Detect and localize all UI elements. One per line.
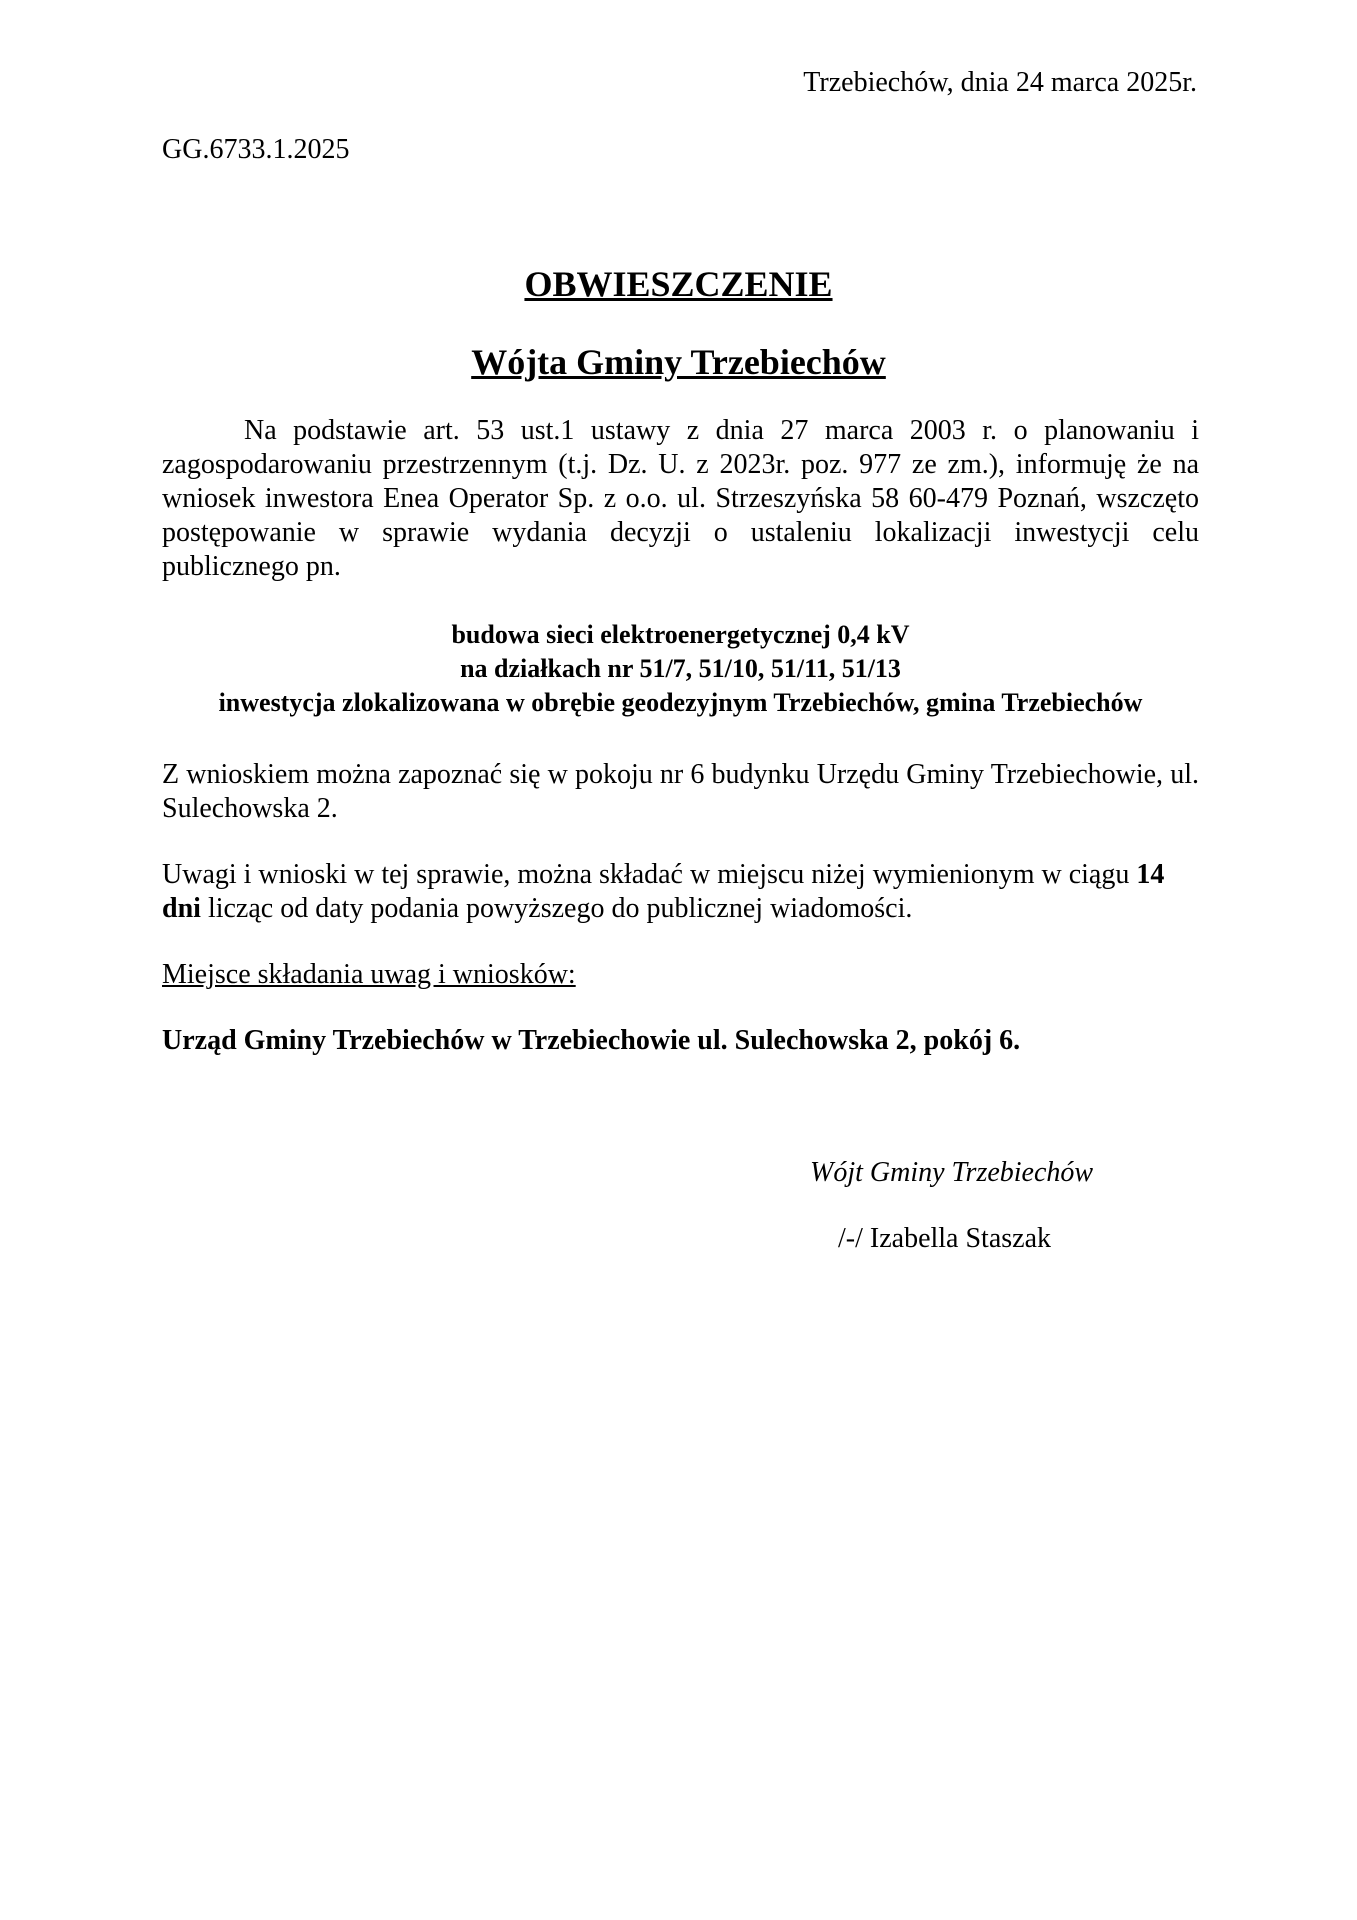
document-subtitle: Wójta Gminy Trzebiechów: [471, 342, 886, 382]
intro-paragraph: Na podstawie art. 53 ust.1 ustawy z dnia 27 marca 2003 r. o planowaniu i zagospodarowaniu przestrzennym (t.j. Dz. U. z 2023r. poz. 977 ze zm.), informuję że na wniosek inwestora Enea Operator Sp. z o.o. ul. Strzeszyńska 58 60-479 Poznań, wszczęto postępowanie w sprawie wydania decyzji o ustaleniu lokalizacji inwestycji celu publicznego pn.: [162, 415, 1199, 582]
document-title: OBWIESZCZENIE: [524, 264, 833, 304]
comments-text-part1: Uwagi i wnioski w tej sprawie, można składać w miejscu niżej wymienionym w ciągu: [162, 859, 1137, 890]
inspection-paragraph: Z wnioskiem można zapoznać się w pokoju nr 6 budynku Urzędu Gminy Trzebiechowie, ul. Sulechowska 2.: [162, 759, 1199, 824]
investment-line-1: budowa sieci elektroenergetycznej 0,4 kV: [451, 620, 910, 649]
submission-label-row: [162, 958, 1199, 992]
investment-line-3: inwestycja zlokalizowana w obrębie geodezyjnym Trzebiechów, gmina Trzebiechów: [218, 688, 1143, 717]
signature-role: Wójt Gminy Trzebiechów: [810, 1157, 1094, 1188]
comments-text-part2: licząc od daty podania powyższego do publicznej wiadomości.: [200, 893, 913, 924]
reference-number: GG.6733.1.2025: [162, 134, 350, 165]
submission-label: Miejsce składania uwag i wniosków:: [162, 959, 576, 990]
place-and-date: Trzebiechów, dnia 24 marca 2025r.: [803, 67, 1197, 98]
submission-place: Urząd Gminy Trzebiechów w Trzebiechowie ul. Sulechowska 2, pokój 6.: [162, 1025, 1021, 1056]
comments-deadline: 14 dni: [162, 859, 1165, 924]
comments-paragraph: [162, 858, 1199, 926]
investment-line-2: na działkach nr 51/7, 51/10, 51/11, 51/13: [460, 654, 901, 683]
signature-name: /-/ Izabella Staszak: [838, 1223, 1052, 1254]
investment-description: [162, 618, 1199, 720]
